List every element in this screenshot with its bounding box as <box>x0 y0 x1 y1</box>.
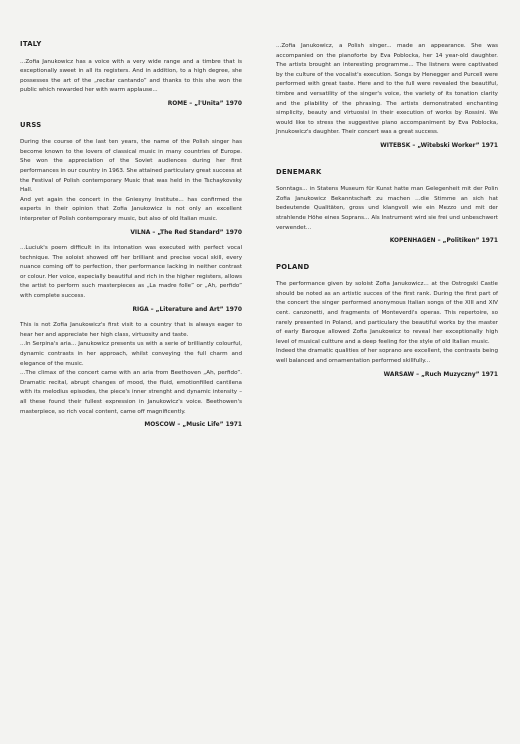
paragraph: This is not Zofia Janukowicz's first visit to a country that is always eager to hear her and appreciate her high class, virtuosity and taste. <box>20 322 242 338</box>
source-witebsk: WITEBSK – „Witebski Worker” 1971 <box>380 142 498 149</box>
paragraph: The performance given by soloist Zofia Janukowicz... at the Ostrogski Castle should be noted as an artistic succes of the first rank. During the first part of the concert the singer performed anonymous Italian songs of the XIII and XIV cent. canzonetti, and fragments of Monteverdi's operas. This repertoire, so rarely presented in Poland, and particulary the beautiful works by the master of early Baroque allowed Zofia Janukowicz to reveal her exceptionally high level of musical cultture and a deep feeling for the style of old Italian music. <box>276 281 498 345</box>
source-warsaw: WARSAW – „Ruch Muzyczny” 1971 <box>383 371 498 378</box>
heading-poland: POLAND <box>276 262 310 271</box>
review-witebsk: ...Zofia Janukowicz, a Polish singer... made an appearance. She was accompanied on the pianoforte by Eva Poblocka, her 14 year-old daughter. The artists brought an interesting programme... The listners were captivated by the culture of the vocalist's execution. Songs by Henegger and Purcell were performed with great taste. Here and to the full were revealed the beautiful, timbre and versatility of the singer's voice, the variety of its tonation clarity and the pliability of the phrasing. The artists demonstrated enchanting simplicity, beauty and virtuosisi in their execution of works by Rossini. We would like to stress the suggestive piano accompaniment by Eva Poblocka, Jnnukowicz's daughter. Their concert was a great success. <box>276 43 498 136</box>
right-column <box>276 42 498 386</box>
review-urss-paragraph <box>20 138 242 224</box>
heading-urss: URSS <box>20 120 42 129</box>
review-riga: ...Luciuk's poem difficult in its intonation was executed with perfect vocal technique. The soloist showed off her brilliant and precise vocal skill, every nuance coming off to perfection, ther performance lacking in neither contrast or colour. Her voice, especially beautiful and rich in the higher registers, allows the artist to perform such masterpieces as „La madre folle” or „Ah, perfido” with complete success. <box>20 245 242 300</box>
paragraph: ...In Serpina's aria... Janukowicz presents us with a serie of brilliantly colourful, dynamic contrasts in her approach, whilst conveying the full charm and elegance of the music. <box>20 341 242 367</box>
review-poland <box>276 280 498 366</box>
source-rome: ROME – „l'Unita” 1970 <box>167 100 242 107</box>
source-vilna: VILNA – „The Red Standard” 1970 <box>130 229 242 236</box>
source-moscow: MOSCOW – „Music Life” 1971 <box>144 422 242 429</box>
review-moscow <box>20 321 242 417</box>
left-column <box>20 40 242 437</box>
review-italy: ...Zofia Janukowicz has a voice with a very wide range and a timbre that is exceptionally sweet in all its registers. And in addition, to a high degree, she possesses the art of the „recitar cantando” and thanks to this she won the public which rewarded her with warm applause... <box>20 58 242 94</box>
paragraph: And yet again the concert in the Gniesyny Institute... has confirmed the experts in their opinion that Zofia Janukowicz is not only an excellent interpreter of Polish contemporary music, but also of old Italian music. <box>20 196 242 222</box>
review-denemark: Sonntags... in Statens Museum für Kunst hatte man Gelegenheit mit der Polin Zofia Janukowicz Bekanntschaft zu machen ...die Stimme an sich hat bedeutende Qualitäten, gross und klangvoll wie ein Mezzo und mit der strahlende Höhe eines Soprans... Als Instrument wird sie frei und unbeschwert verwendet... <box>276 186 498 231</box>
heading-denemark: DENEMARK <box>276 167 322 176</box>
source-kopenhagen: KOPENHAGEN – „Politiken” 1971 <box>389 238 498 245</box>
paragraph: Indeed the dramatic qualities of her soprano are excellent, the contrasts being well balanced and ornamentation performed skillfully... <box>276 348 498 365</box>
heading-italy: ITALY <box>20 40 42 48</box>
paragraph: During the course of the last ten years, the name of the Polish singer has become known to the lovers of classical music in many countries of Europe. She won the appreciation of the Soviet audiences during her first performances in our country in 1963. She attained particulary great success at the Festival of Polish contemporary Music that was held in the Tschaykovsky Hall. <box>20 139 242 194</box>
source-riga: RIGA – „Literature and Art” 1970 <box>132 306 242 313</box>
paragraph: ...The climax of the concert came with an aria from Beethoven „Ah, perfido”. Dramatic recital, abrupt changes of mood, the fluid, emotionfilled cantilena with its melodius episodes, the piece's inner strenght and dynamic intensity – all these found their fullest expression in Janukowicz's voice. Beethowen's masterpiece, so rich vocal content, came off magnificently. <box>20 370 242 415</box>
